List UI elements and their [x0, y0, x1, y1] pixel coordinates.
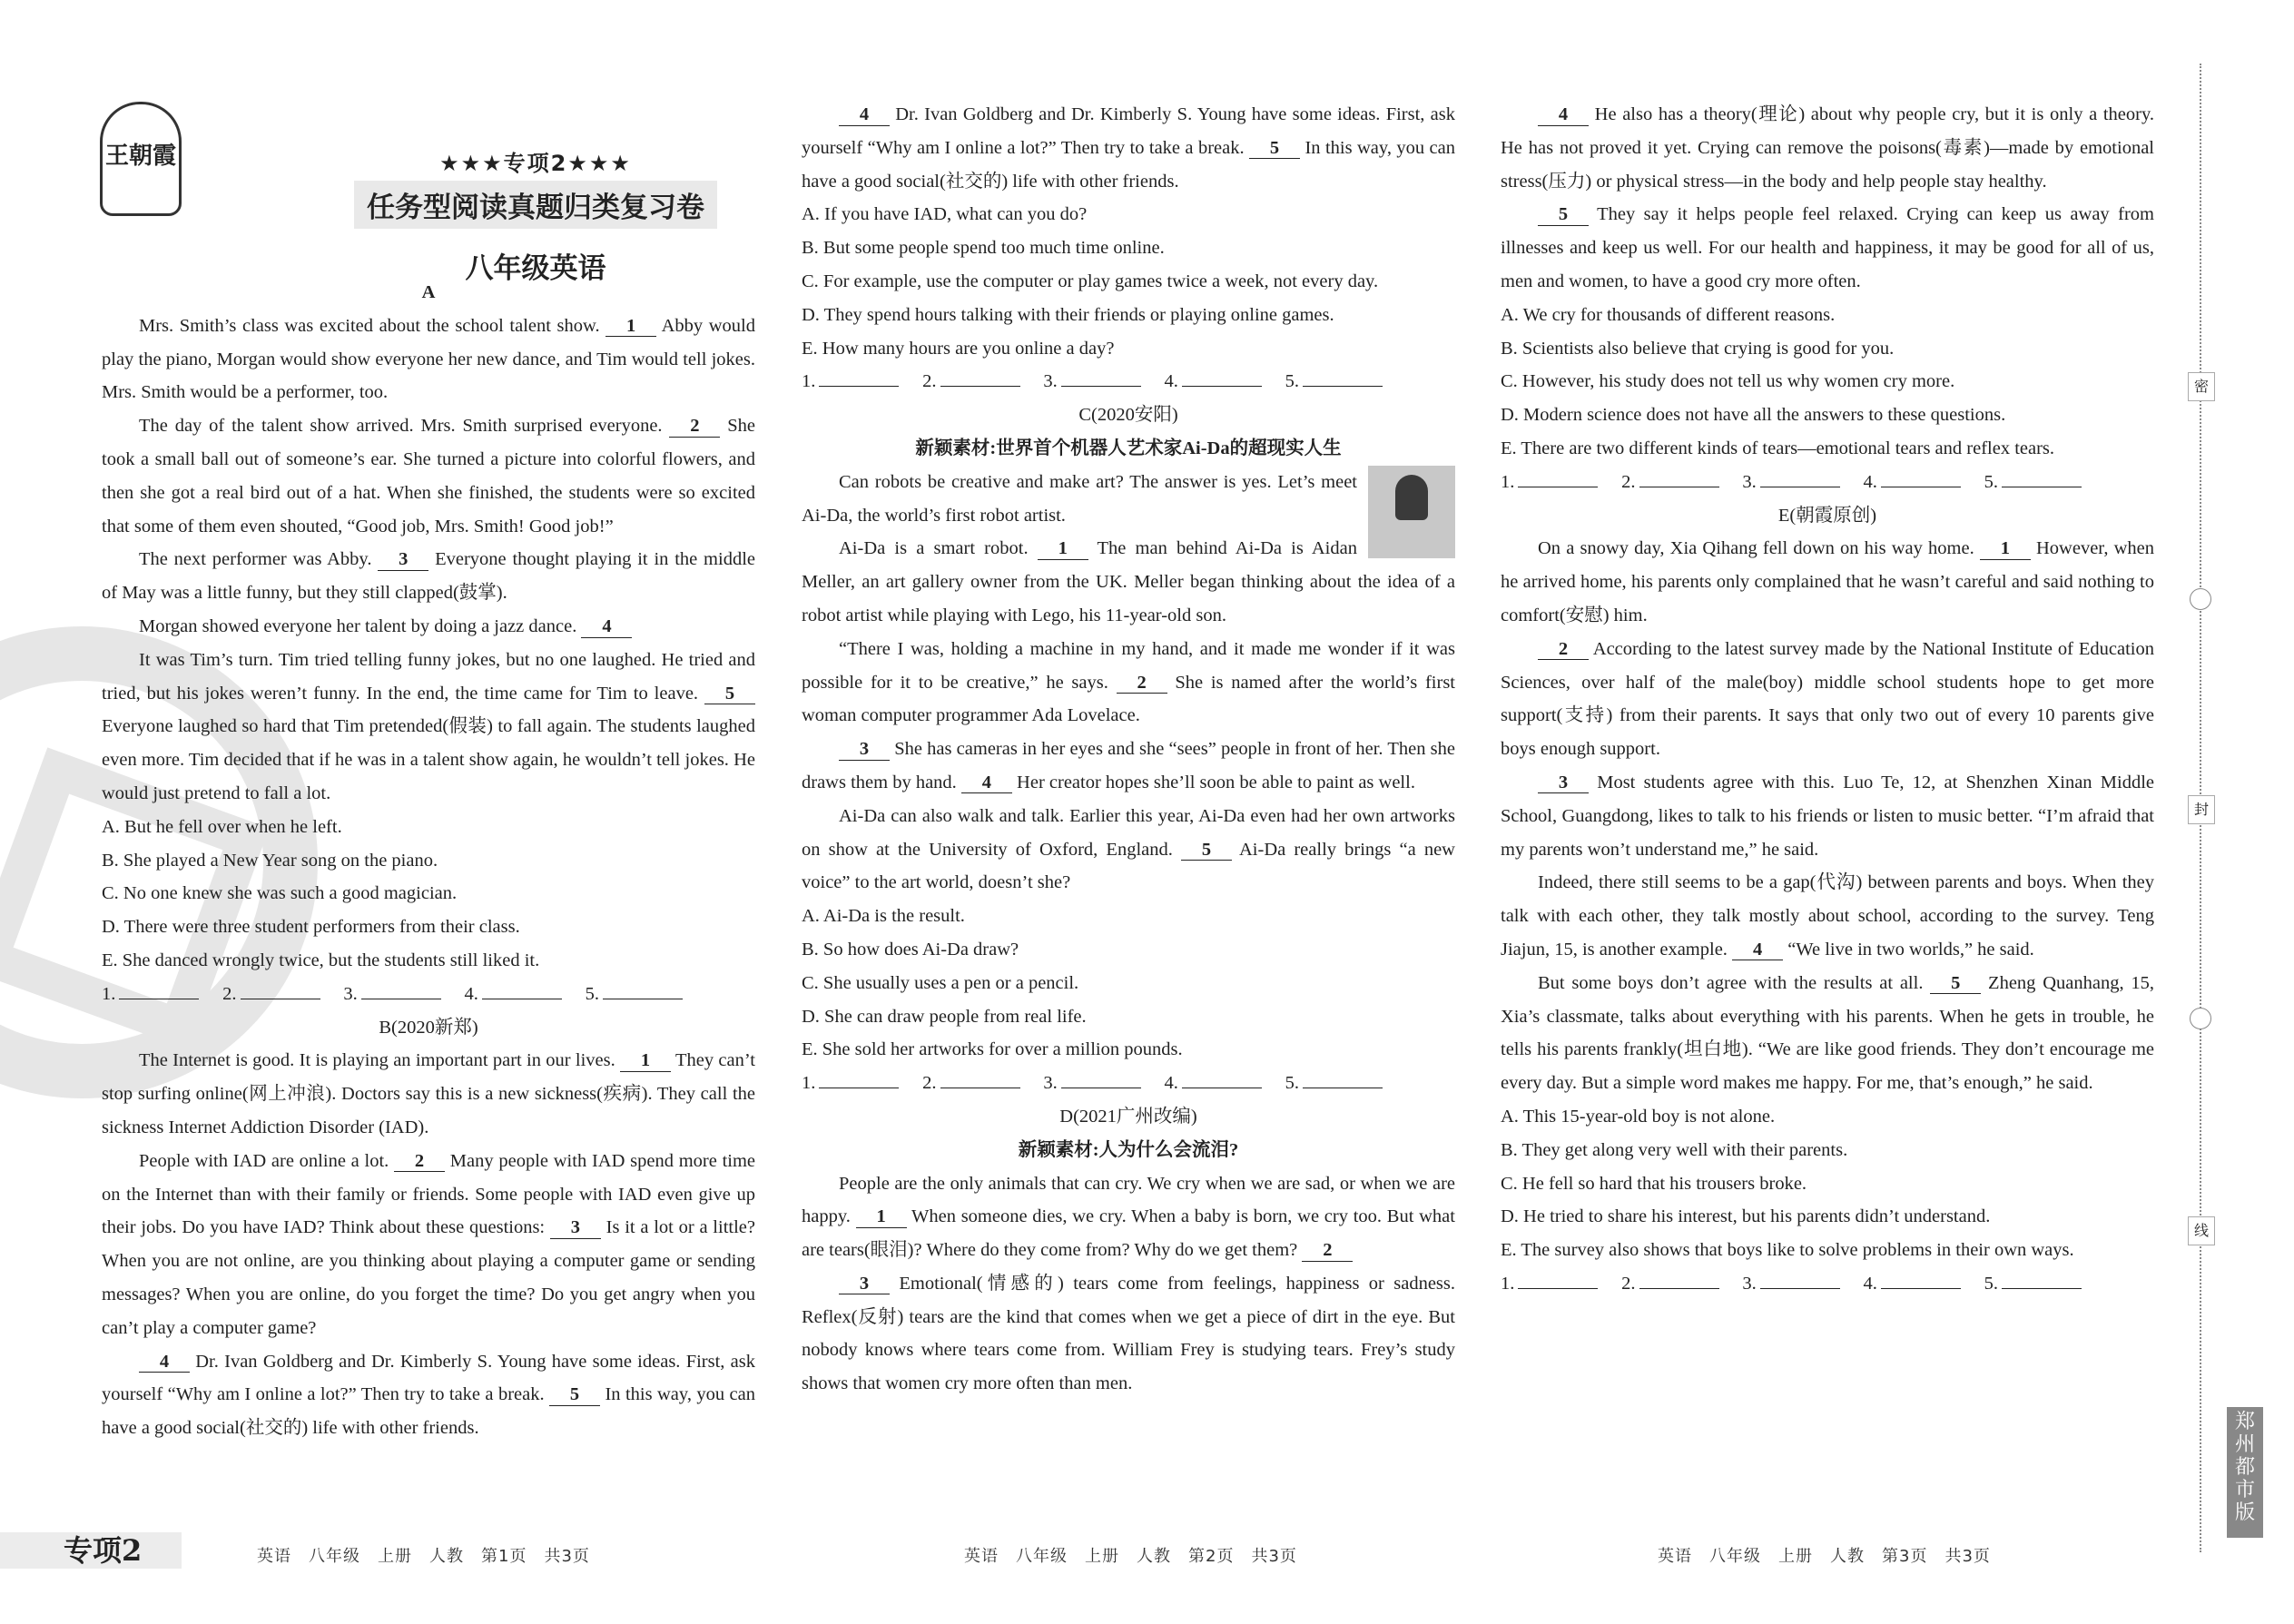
answer-slot[interactable]: [1043, 365, 1140, 399]
option-item: E. She danced wrongly twice, but the students still liked it.: [102, 950, 540, 970]
section-heading: C(2020安阳): [1078, 405, 1178, 426]
paragraph-text: Emotional(情感的) tears come from feelings, happiness or sadness. Reflex(反射) tears are the kind that comes when we get a piece of dirt in the eye. But nobody knows where tears come from. William Frey is studying tears. Frey’s study shows that women cry more often than men.: [802, 1273, 1455, 1394]
answer-blank[interactable]: 4: [839, 104, 890, 126]
answer-blank[interactable]: 1: [856, 1206, 907, 1228]
answer-blank[interactable]: 2: [1302, 1240, 1353, 1262]
paragraph: [802, 800, 1455, 900]
column-3: [1501, 98, 2154, 1301]
paragraph-text: Zheng Quanhang, 15, Xia’s classmate, talks about everything with his parents. When he gets in trouble, he tells his parents frankly(坦白地). “We are like good friends. They don’t encourage me every day. But a simple word makes me happy. For me, that’s enough,” he said.: [1501, 972, 2154, 1094]
footer-page-3: 英语 八年级 上册 人教 第3页 共3页: [1658, 1547, 1991, 1566]
section-heading: B(2020新郑): [379, 1017, 478, 1038]
answer-blank[interactable]: 4: [1538, 104, 1589, 126]
paragraph-text: “There I was, holding a machine in my hand, and it made me wonder if it was possible for it to be creative,” he says.: [802, 638, 1455, 693]
answer-row: [802, 1067, 1455, 1100]
answer-slot[interactable]: [586, 978, 683, 1011]
subtitle: 八年级英语: [465, 252, 606, 285]
paragraph-text: The man behind Ai-Da is Aidan Meller, an art gallery owner from the UK. Meller began thinking about the idea of a robot artist while playing with Lego, his 11-year-old son.: [802, 538, 1455, 625]
paragraph: [802, 466, 1455, 533]
section-e-body: [1501, 532, 2154, 1267]
paragraph-text: The Internet is good. It is playing an important part in our lives.: [139, 1050, 621, 1071]
answer-blank[interactable]: 3: [1538, 773, 1589, 794]
answer-blank[interactable]: 3: [378, 549, 428, 571]
paragraph-text: They say it helps people feel relaxed. Crying can keep us away from illnesses and keep us well. For our health and happiness, it may be good for all of us, men and women, to have a good cry more often.: [1501, 204, 2154, 291]
answer-slot[interactable]: [922, 365, 1019, 399]
answer-slot[interactable]: [1285, 1067, 1383, 1100]
answer-slot[interactable]: [1863, 466, 1960, 499]
answer-slot[interactable]: [802, 1067, 899, 1100]
page-header: [300, 145, 772, 286]
binding-label: 封: [2188, 795, 2215, 824]
paragraph: [802, 532, 1455, 632]
binding-hole: [2190, 588, 2211, 610]
paragraph-text: But some boys don’t agree with the results at all.: [1538, 972, 1931, 993]
answer-blank[interactable]: 4: [1732, 940, 1783, 961]
paragraph: [1501, 866, 2154, 966]
paragraph: [1501, 967, 2154, 1100]
paragraph: [802, 1167, 1455, 1267]
answer-blank[interactable]: 1: [605, 316, 656, 338]
option-item: E. The survey also shows that boys like to solve problems in their own ways.: [1501, 1240, 2074, 1261]
answer-slot[interactable]: [1164, 365, 1261, 399]
answer-slot[interactable]: [102, 978, 199, 1011]
binding-label: 线: [2188, 1216, 2215, 1245]
binding-hole: [2190, 1008, 2211, 1029]
answer-blank[interactable]: 3: [550, 1217, 601, 1239]
answer-number: 3.: [1742, 471, 1757, 492]
column-2: [802, 98, 1455, 1401]
option-item: B. Scientists also believe that crying is good for you.: [1501, 338, 1895, 359]
paragraph-text: He also has a theory(理论) about why people cry, but it is only a theory. He has not proved it yet. Crying can remove the poisons(毒素)—made by emotional stress(压力) or physical stress—in the body and help people stay healthy.: [1501, 104, 2154, 192]
section-heading: D(2021广州改编): [1059, 1106, 1197, 1127]
paragraph-text: According to the latest survey made by the National Institute of Education Sciences, over half of the male(boy) middle school students hope to get more support(支持) from their parents. It says that only two out of every 10 parents give boys enough support.: [1501, 638, 2154, 760]
material-label: 新颖素材:世界首个机器人艺术家Ai-Da的超现实人生: [915, 438, 1342, 458]
answer-blank[interactable]: 5: [549, 1384, 600, 1406]
answer-slot[interactable]: [1621, 1267, 1718, 1301]
paragraph-text: In this way, you can have a good social(社交的) life with other friends.: [102, 1384, 755, 1439]
paragraph: [102, 543, 755, 610]
answer-blank[interactable]: 4: [581, 616, 632, 638]
footer-page-1: 英语 八年级 上册 人教 第1页 共3页: [257, 1547, 590, 1566]
answer-slot[interactable]: [1984, 1267, 2082, 1301]
section-heading: A: [421, 282, 436, 302]
answer-line[interactable]: [819, 386, 899, 387]
answer-row: [1501, 466, 2154, 499]
answer-slot[interactable]: [1742, 1267, 1839, 1301]
column-1: [102, 276, 755, 1445]
section-d-body: [802, 1167, 1455, 1402]
option-item: E. She sold her artworks for over a million pounds.: [802, 1039, 1183, 1060]
paragraph-text: They can’t stop surfing online(网上冲浪). Doctors say this is a new sickness(疾病). They call the sickness Internet Addiction Disorder (IAD).: [102, 1050, 755, 1137]
paragraph-text: However, when he arrived home, his parents only complained that he wasn’t careful and said nothing to comfort(安慰) him.: [1501, 538, 2154, 625]
paragraph-text: Mrs. Smith’s class was excited about the school talent show.: [139, 315, 606, 336]
answer-slot[interactable]: [802, 365, 899, 399]
footer-page-2: 英语 八年级 上册 人教 第2页 共3页: [964, 1547, 1297, 1566]
option-item: E. How many hours are you online a day?: [802, 338, 1115, 359]
answer-line[interactable]: [1303, 386, 1383, 387]
answer-number: 2.: [922, 371, 937, 392]
paragraph-text: Abby would play the piano, Morgan would show everyone her new dance, and Tim would tell jokes. Mrs. Smith would be a performer, too.: [102, 315, 755, 403]
answer-number: 1.: [1501, 471, 1515, 492]
answer-blank[interactable]: 5: [1181, 840, 1232, 861]
answer-line[interactable]: [940, 386, 1020, 387]
section-b-body-cont: [802, 98, 1455, 365]
paragraph-text: Everyone laughed so hard that Tim pretended(假装) to fall again. The students laughed even more. Tim decided that if he was in a talent show again, he wouldn’t tell jokes. He would just pretend to fall a lot.: [102, 716, 755, 803]
answer-slot[interactable]: [1621, 466, 1718, 499]
paragraph: [802, 1267, 1455, 1401]
answer-row: [1501, 1267, 2154, 1301]
answer-number: 1.: [102, 983, 116, 1004]
option-item: C. She usually uses a pen or a pencil.: [802, 972, 1079, 993]
answer-blank[interactable]: 2: [669, 416, 720, 438]
answer-slot[interactable]: [1501, 1267, 1598, 1301]
answer-slot[interactable]: [1863, 1267, 1960, 1301]
edition-label: 郑州都市版: [2227, 1407, 2263, 1538]
paragraph-text: Morgan showed everyone her talent by doing a jazz dance.: [139, 615, 582, 636]
option-item: A. Ai-Da is the result.: [802, 906, 965, 927]
stars-label: ★★★专项2★★★: [439, 151, 632, 176]
paragraph: [802, 733, 1455, 800]
answer-blank[interactable]: 4: [961, 773, 1012, 794]
option-item: D. She can draw people from real life.: [802, 1006, 1087, 1027]
paragraph: [102, 610, 755, 644]
paragraph-text: Ai-Da is a smart robot.: [839, 538, 1038, 559]
option-item: A. This 15-year-old boy is not alone.: [1501, 1106, 1776, 1127]
answer-blank[interactable]: 2: [1538, 639, 1589, 661]
section-d-body-cont: [1501, 98, 2154, 466]
answer-line[interactable]: [2002, 1288, 2082, 1289]
option-item: D. He tried to share his interest, but his parents didn’t understand.: [1501, 1206, 1991, 1227]
answer-blank[interactable]: 2: [1117, 673, 1167, 694]
answer-slot[interactable]: [464, 978, 561, 1011]
section-a-body: [102, 310, 755, 978]
answer-slot[interactable]: [922, 1067, 1019, 1100]
answer-line[interactable]: [1760, 1288, 1840, 1289]
paragraph: [1501, 633, 2154, 766]
option-item: D. There were three student performers from their class.: [102, 917, 520, 938]
answer-blank[interactable]: 2: [394, 1151, 445, 1173]
answer-number: 1.: [1501, 1273, 1515, 1294]
answer-number: 3.: [343, 983, 358, 1004]
paragraph-text: Most students agree with this. Luo Te, 12, at Shenzhen Xinan Middle School, Guangdong, likes to talk to his friends or listen to music better. “I’m afraid that my parents won’t understand me,” he said.: [1501, 772, 2154, 860]
answer-line[interactable]: [1518, 1288, 1598, 1289]
answer-row: [802, 365, 1455, 399]
answer-number: 2.: [922, 1073, 937, 1094]
answer-number: 4.: [1164, 371, 1178, 392]
answer-blank[interactable]: 5: [1538, 204, 1589, 226]
paragraph-text: On a snowy day, Xia Qihang fell down on his way home.: [1538, 538, 1980, 559]
option-item: B. They get along very well with their parents.: [1501, 1139, 1848, 1160]
answer-number: 1.: [802, 1073, 816, 1094]
answer-blank[interactable]: 1: [1980, 538, 2031, 560]
answer-number: 4.: [1164, 1073, 1178, 1094]
section-heading: E(朝霞原创): [1777, 505, 1877, 526]
paragraph-text: It was Tim’s turn. Tim tried telling funny jokes, but no one laughed. He tried and tried, but his jokes weren’t funny. In the end, the time came for Tim to leave.: [102, 649, 755, 704]
paragraph: [102, 644, 755, 811]
paragraph-text: In this way, you can have a good social(社交的) life with other friends.: [802, 137, 1455, 192]
answer-slot[interactable]: [222, 978, 320, 1011]
footer-badge: [0, 1532, 182, 1569]
paragraph-text: She took a small ball out of someone’s ear. She turned a picture into colorful flowers, and then she got a real bird out of a hat. When she finished, the students were so excited that some of them even shouted, “Good job, Mrs. Smith! Good job!”: [102, 416, 755, 536]
paragraph: [102, 310, 755, 409]
answer-slot[interactable]: [1285, 365, 1383, 399]
answer-line[interactable]: [1061, 386, 1141, 387]
answer-number: 3.: [1043, 1073, 1058, 1094]
paragraph-text: Dr. Ivan Goldberg and Dr. Kimberly S. Young have some ideas. First, ask yourself “Why am I online a lot?” Then try to take a break.: [102, 1351, 755, 1405]
answer-blank[interactable]: 3: [839, 1274, 890, 1295]
paragraph-text: Ai-Da can also walk and talk. Earlier this year, Ai-Da even had her own artworks on show at the University of Oxford, England.: [802, 805, 1455, 860]
paragraph: [1501, 766, 2154, 866]
logo-text: 王朝霞: [104, 143, 176, 170]
option-item: C. No one knew she was such a good magician.: [102, 883, 458, 904]
paragraph-text: When someone dies, we cry. When a baby is born, we cry too. But what are tears(眼泪)? Where do they come from? Why do we get them?: [802, 1206, 1455, 1261]
binding-label: 密: [2188, 372, 2215, 401]
answer-line[interactable]: [1881, 1288, 1961, 1289]
option-item: C. However, his study does not tell us why women cry more.: [1501, 371, 1955, 392]
answer-blank[interactable]: 4: [139, 1352, 190, 1373]
paragraph-text: Ai-Da really brings “a new voice” to the art world, doesn’t she?: [802, 839, 1455, 893]
answer-line[interactable]: [1182, 386, 1262, 387]
answer-number: 5.: [1285, 371, 1299, 392]
answer-slot[interactable]: [1501, 466, 1598, 499]
paragraph-text: Dr. Ivan Goldberg and Dr. Kimberly S. Young have some ideas. First, ask yourself “Why am I online a lot?” Then try to take a break.: [802, 104, 1455, 158]
main-title: 任务型阅读真题归类复习卷: [354, 181, 717, 229]
robot-photo: [1368, 466, 1455, 558]
paragraph: [1501, 198, 2154, 298]
option-item: E. There are two different kinds of tears—emotional tears and reflex tears.: [1501, 438, 2055, 458]
paragraph: [1501, 98, 2154, 198]
option-item: D. Modern science does not have all the answers to these questions.: [1501, 405, 2006, 426]
section-c-body: [802, 466, 1455, 1067]
answer-number: 3.: [1742, 1273, 1757, 1294]
answer-slot[interactable]: [343, 978, 440, 1011]
paragraph-text: Her creator hopes she’ll soon be able to paint as well.: [1011, 772, 1415, 792]
paragraph-text: She is named after the world’s first woman computer programmer Ada Lovelace.: [802, 672, 1455, 726]
answer-number: 2.: [1621, 471, 1636, 492]
answer-number: 1.: [802, 371, 816, 392]
paragraph-text: Everyone thought playing it in the middle of May was a little funny, but they still clapped(鼓掌).: [102, 549, 755, 604]
paragraph: [102, 1345, 755, 1445]
answer-blank[interactable]: 5: [1930, 973, 1981, 995]
answer-blank[interactable]: 5: [704, 684, 755, 705]
paragraph-text: Is it a lot or a little? When you are not online, are you thinking about playing a computer game or sending messages? When you are online, do you forget the time? Do you get angry when you can’t play a computer game?: [102, 1217, 755, 1338]
paragraph: [802, 98, 1455, 198]
paragraph: [102, 409, 755, 543]
badge-label: 专项2: [64, 1533, 143, 1568]
option-item: B. So how does Ai-Da draw?: [802, 939, 1019, 960]
paragraph-text: She has cameras in her eyes and she “sees” people in front of her. Then she draws them by hand.: [802, 739, 1455, 792]
option-item: B. But some people spend too much time online.: [802, 238, 1165, 259]
answer-number: 5.: [1984, 471, 1998, 492]
answer-number: 2.: [1621, 1273, 1636, 1294]
paragraph: [802, 633, 1455, 733]
option-item: A. But he fell over when he left.: [102, 816, 342, 837]
answer-number: 4.: [1863, 1273, 1877, 1294]
answer-blank[interactable]: 1: [620, 1050, 671, 1072]
paragraph-text: The next performer was Abby.: [139, 549, 379, 570]
paragraph: [1501, 532, 2154, 632]
option-item: A. If you have IAD, what can you do?: [802, 204, 1088, 225]
option-item: A. We cry for thousands of different reasons.: [1501, 304, 1836, 325]
answer-number: 4.: [464, 983, 478, 1004]
answer-slot[interactable]: [1742, 466, 1839, 499]
answer-blank[interactable]: 5: [1249, 138, 1300, 160]
material-label: 新颖素材:人为什么会流泪?: [1018, 1139, 1239, 1160]
paragraph: [102, 1044, 755, 1144]
paragraph-text: The day of the talent show arrived. Mrs. Smith surprised everyone.: [139, 416, 670, 437]
option-item: C. For example, use the computer or play games twice a week, not every day.: [802, 271, 1379, 291]
paragraph-text: People are the only animals that can cry. We cry when we are sad, or when we are happy.: [802, 1173, 1455, 1227]
option-item: C. He fell so hard that his trousers broke.: [1501, 1173, 1807, 1194]
paragraph-text: Indeed, there still seems to be a gap(代沟) between parents and boys. When they talk with each other, they talk mostly about school, according to the survey. Teng Jiajun, 15, is another example.: [1501, 872, 2154, 960]
answer-number: 5.: [1984, 1273, 1998, 1294]
option-item: B. She played a New Year song on the piano.: [102, 850, 438, 871]
paragraph-text: Can robots be creative and make art? The answer is yes. Let’s meet Ai-Da, the world’s first robot artist.: [802, 471, 1357, 526]
answer-line[interactable]: [1639, 1288, 1719, 1289]
answer-number: 2.: [222, 983, 237, 1004]
paragraph-text: Many people with IAD spend more time on the Internet than with their family or friends. Some people with IAD even give up their jobs. Do you have IAD? Think about these questions:: [102, 1150, 756, 1238]
answer-number: 5.: [585, 983, 599, 1004]
paragraph-text: “We live in two worlds,” he said.: [1783, 939, 2034, 960]
answer-blank[interactable]: 1: [1038, 538, 1088, 560]
answer-blank[interactable]: 3: [839, 739, 890, 761]
section-b-body: [102, 1044, 755, 1445]
answer-number: 4.: [1863, 471, 1877, 492]
answer-number: 5.: [1285, 1073, 1299, 1094]
answer-slot[interactable]: [1984, 466, 2082, 499]
option-item: D. They spend hours talking with their friends or playing online games.: [802, 304, 1334, 325]
answer-number: 3.: [1043, 371, 1058, 392]
paragraph-text: People with IAD are online a lot.: [139, 1150, 395, 1171]
answer-slot[interactable]: [1164, 1067, 1261, 1100]
answer-row: [102, 978, 755, 1011]
paragraph: [102, 1145, 755, 1345]
answer-slot[interactable]: [1043, 1067, 1140, 1100]
brand-logo: [100, 102, 182, 216]
